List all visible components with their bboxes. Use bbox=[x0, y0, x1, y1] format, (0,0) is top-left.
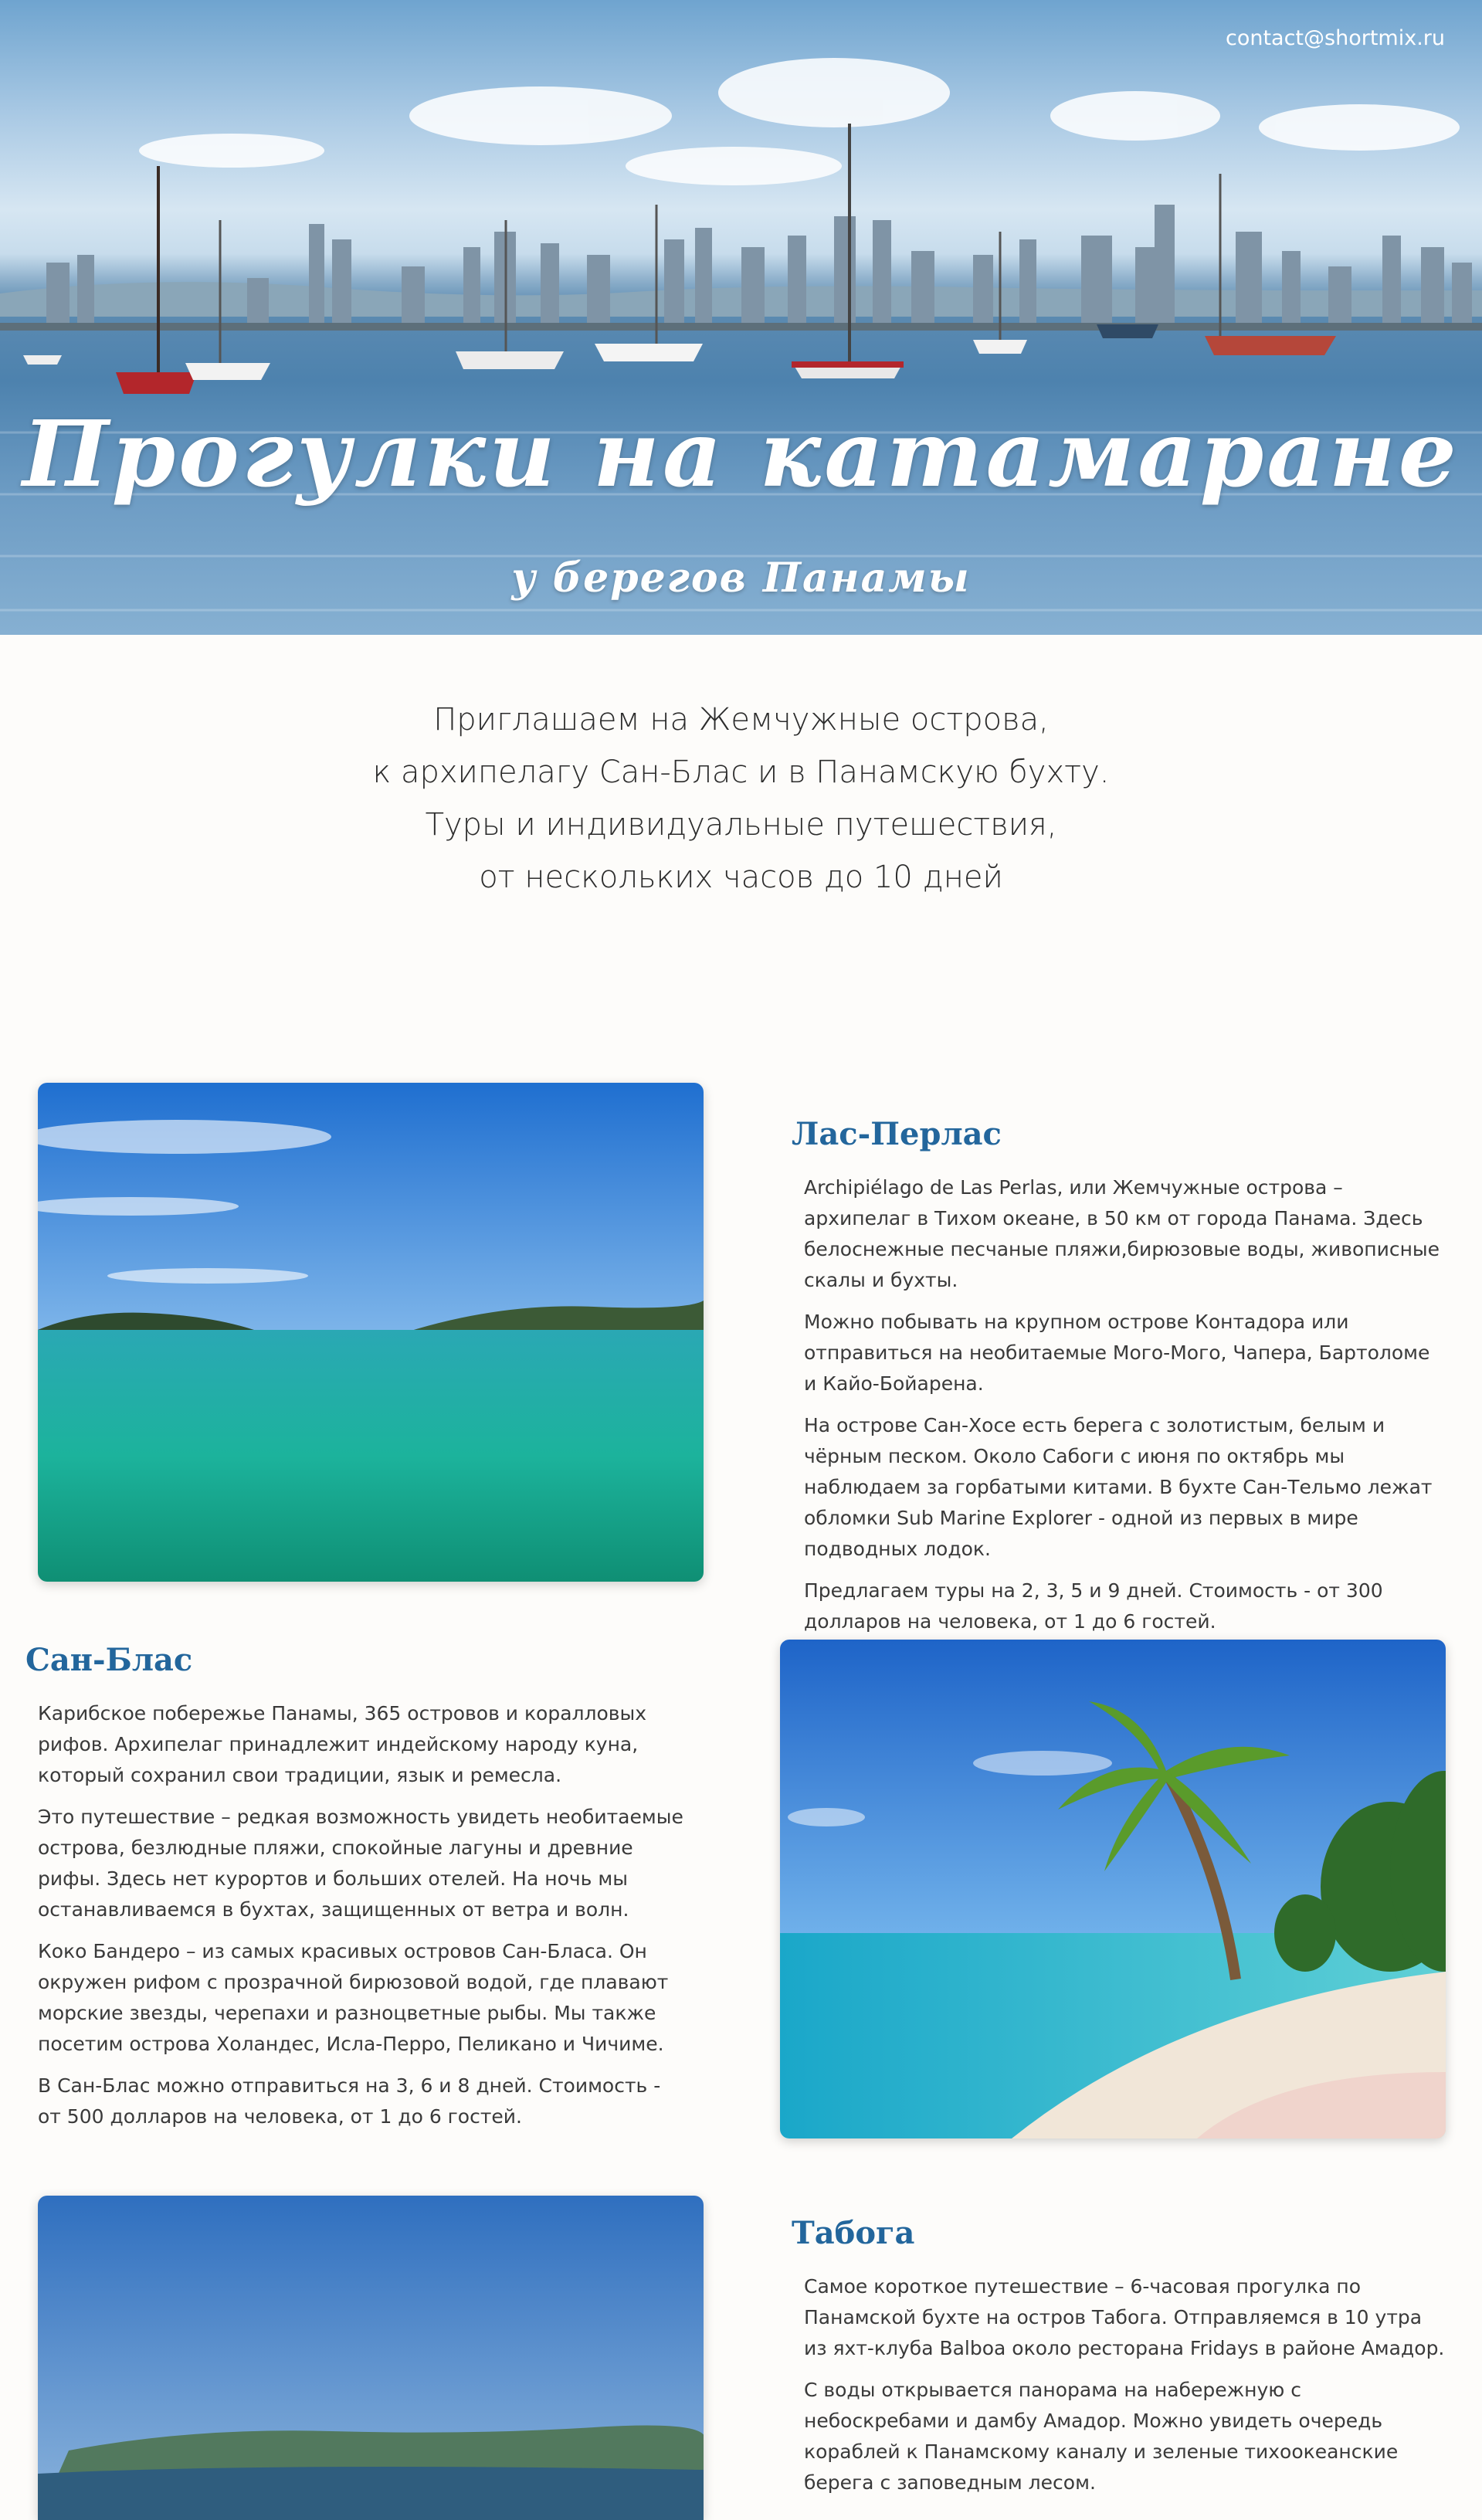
san-blas-photo bbox=[780, 1640, 1446, 2138]
las-perlas-title: Лас-Перлас bbox=[792, 1116, 1002, 1152]
taboga-paragraph: Самое короткое путешествие – 6-часовая прогулка по Панамской бухте на остров Табога. Отправляемся в 10 утра из яхт-клуба Balboa около ресторана Fridays в районе Амадор. bbox=[804, 2275, 1445, 2359]
hero-banner bbox=[0, 0, 1482, 635]
intro-line: Туры и индивидуальные путешествия, bbox=[425, 807, 1057, 843]
taboga-paragraph: С воды открывается панорама на набережную с небоскребами и дамбу Амадор. Можно увидеть очередь кораблей к Панамскому каналу и зеленые тихоокеанские берега с заповедным лесом. bbox=[804, 2379, 1399, 2494]
las-perlas-paragraph: На острове Сан-Хосе есть берега с золотистым, белым и чёрным песком. Около Сабоги с июня по октябрь мы наблюдаем за горбатыми китами. В бухте Сан-Тельмо лежат обломки Sub Marine Explorer - одной из первых в мире подводных лодок. bbox=[804, 1414, 1433, 1560]
las-perlas-paragraph: Можно побывать на крупном острове Контадора или отправиться на необитаемые Мого-Мого, Чапера, Бартоломе и Кайо-Бойарена. bbox=[804, 1311, 1430, 1395]
hero-title: Прогулки на катамаране bbox=[22, 400, 1460, 507]
san-blas-paragraph: Коко Бандеро – из самых красивых островов Сан-Бласа. Он окружен рифом с прозрачной бирюзовой водой, где плавают морские звезды, черепахи и разноцветные рыбы. Мы также посетим острова Холандес, Исла-Перро, Пеликано и Чичиме. bbox=[38, 1940, 669, 2055]
taboga-photo bbox=[38, 2196, 704, 2520]
hero-subtitle: у берегов Панамы bbox=[511, 555, 971, 602]
hero-skyline-illustration bbox=[0, 0, 1482, 635]
las-perlas-section bbox=[792, 1116, 1448, 1648]
san-blas-paragraph: Это путешествие – редкая возможность увидеть необитаемые острова, безлюдные пляжи, спокойные лагуны и древние рифы. Здесь нет курортов и больших отелей. На ночь мы останавливаемся в бухтах, защищенных от ветра и волн. bbox=[38, 1806, 683, 1921]
san-blas-title: Сан-Блас bbox=[25, 1642, 193, 1678]
las-perlas-photo bbox=[38, 1083, 704, 1582]
taboga-title: Табога bbox=[792, 2215, 915, 2251]
intro-line: Приглашаем на Жемчужные острова, bbox=[433, 702, 1049, 738]
contact-email-link[interactable]: contact@shortmix.ru bbox=[1225, 26, 1445, 50]
taboga-section bbox=[792, 2215, 1448, 2509]
las-perlas-paragraph: Archipiélago de Las Perlas, или Жемчужные острова – архипелаг в Тихом океане, в 50 км от города Панама. Здесь белоснежные песчаные пляжи,бирюзовые воды, живописные скалы и бухты. bbox=[804, 1176, 1440, 1291]
san-blas-paragraph: Карибское побережье Панамы, 365 островов и коралловых рифов. Архипелаг принадлежит индейскому народу куна, который сохранил свои традиции, язык и ремесла. bbox=[38, 1702, 647, 1786]
las-perlas-paragraph: Предлагаем туры на 2, 3, 5 и 9 дней. Стоимость - от 300 долларов на человека, от 1 до 6 гостей. bbox=[804, 1579, 1383, 1633]
intro-line: к архипелагу Сан-Блас и в Панамскую бухту. bbox=[372, 755, 1110, 790]
san-blas-paragraph: В Сан-Блас можно отправиться на 3, 6 и 8 дней. Стоимость - от 500 долларов на человека, от 1 до 6 гостей. bbox=[38, 2074, 661, 2128]
intro-block bbox=[0, 694, 1482, 904]
intro-line: от нескольких часов до 10 дней bbox=[479, 860, 1003, 895]
san-blas-section bbox=[25, 1642, 690, 2143]
